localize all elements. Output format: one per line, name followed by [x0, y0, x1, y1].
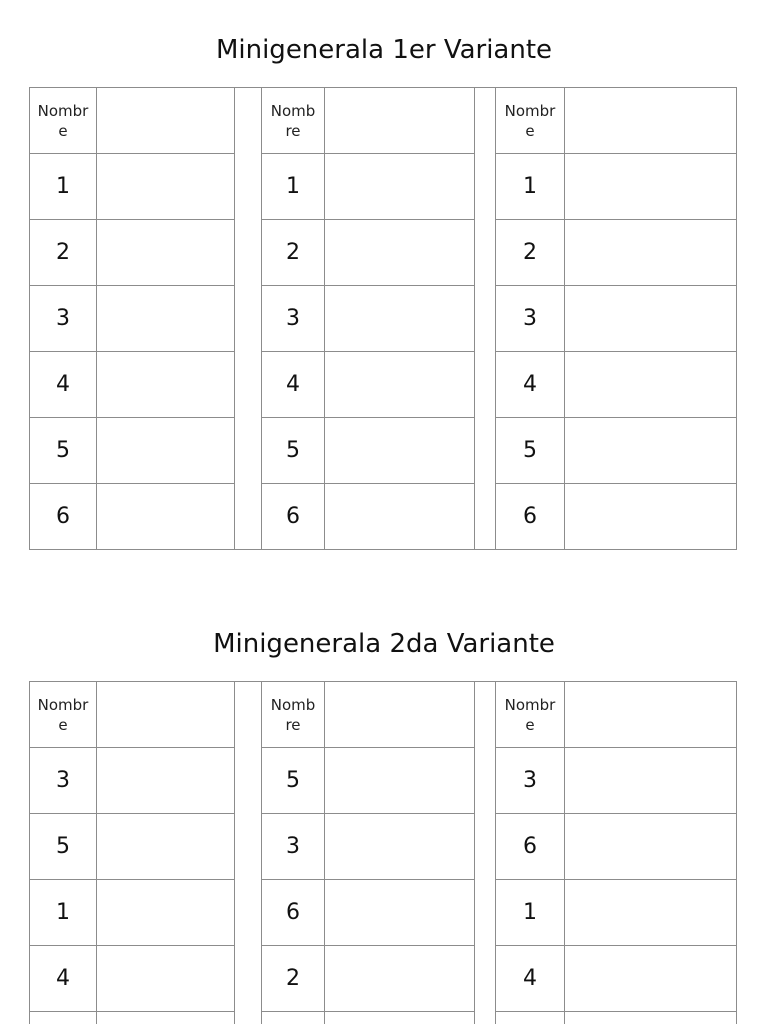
- number-cell: 4: [496, 946, 565, 1012]
- name-header-label: Nombre: [270, 101, 316, 140]
- score-entry-cell: [97, 1012, 235, 1024]
- score-entry-cell: [97, 286, 235, 352]
- score-entry-cell: [97, 352, 235, 418]
- number-cell: 6: [30, 484, 97, 550]
- number-cell: 2: [496, 220, 565, 286]
- number-cell: 1: [30, 154, 97, 220]
- number-cell: 4: [262, 352, 325, 418]
- column-separator: [475, 682, 496, 1024]
- number-cell: 6: [496, 814, 565, 880]
- number-cell: 3: [496, 748, 565, 814]
- score-entry-cell: [97, 814, 235, 880]
- score-entry-cell: [325, 880, 475, 946]
- name-header-cell: [496, 88, 565, 154]
- name-header-label: Nombre: [37, 695, 89, 734]
- score-entry-cell: [97, 154, 235, 220]
- number-cell: 1: [496, 154, 565, 220]
- score-entry-cell: [565, 418, 737, 484]
- number-cell: 3: [262, 814, 325, 880]
- score-entry-cell: [565, 880, 737, 946]
- number-cell: [262, 1012, 325, 1024]
- score-entry-cell: [565, 814, 737, 880]
- number-cell: 2: [262, 220, 325, 286]
- number-cell: 5: [262, 748, 325, 814]
- score-table: [29, 681, 737, 1024]
- score-entry-cell: [97, 484, 235, 550]
- number-cell: 3: [496, 286, 565, 352]
- number-cell: 4: [496, 352, 565, 418]
- score-entry-cell: [325, 286, 475, 352]
- number-cell: 5: [30, 418, 97, 484]
- number-cell: 3: [30, 286, 97, 352]
- score-entry-cell: [565, 352, 737, 418]
- name-header-cell: [30, 88, 97, 154]
- column-separator: [475, 88, 496, 550]
- number-cell: [30, 1012, 97, 1024]
- score-entry-cell: [325, 418, 475, 484]
- name-entry-cell: [97, 682, 235, 748]
- column-separator: [235, 682, 262, 1024]
- score-entry-cell: [97, 418, 235, 484]
- number-cell: 1: [30, 880, 97, 946]
- number-cell: 2: [262, 946, 325, 1012]
- number-cell: 3: [262, 286, 325, 352]
- number-cell: 5: [262, 418, 325, 484]
- score-entry-cell: [325, 946, 475, 1012]
- score-entry-cell: [97, 220, 235, 286]
- number-cell: 3: [30, 748, 97, 814]
- score-entry-cell: [97, 946, 235, 1012]
- score-entry-cell: [565, 154, 737, 220]
- column-separator: [235, 88, 262, 550]
- name-header-label: Nombre: [270, 695, 316, 734]
- score-entry-cell: [325, 748, 475, 814]
- name-entry-cell: [325, 682, 475, 748]
- name-header-label: Nombre: [504, 695, 556, 734]
- score-entry-cell: [97, 880, 235, 946]
- number-cell: 5: [30, 814, 97, 880]
- name-header-cell: [262, 682, 325, 748]
- number-cell: [496, 1012, 565, 1024]
- name-header-cell: [496, 682, 565, 748]
- score-entry-cell: [565, 286, 737, 352]
- name-header-cell: [262, 88, 325, 154]
- section-title: Minigenerala 2da Variante: [213, 629, 555, 659]
- section-title: Minigenerala 1er Variante: [215, 35, 553, 65]
- score-entry-cell: [325, 1012, 475, 1024]
- score-entry-cell: [325, 220, 475, 286]
- name-entry-cell: [565, 682, 737, 748]
- score-entry-cell: [565, 220, 737, 286]
- score-entry-cell: [325, 814, 475, 880]
- score-entry-cell: [97, 748, 235, 814]
- number-cell: 1: [496, 880, 565, 946]
- score-entry-cell: [565, 484, 737, 550]
- number-cell: 2: [30, 220, 97, 286]
- number-cell: 4: [30, 946, 97, 1012]
- score-entry-cell: [325, 154, 475, 220]
- name-entry-cell: [565, 88, 737, 154]
- name-entry-cell: [325, 88, 475, 154]
- number-cell: 1: [262, 154, 325, 220]
- number-cell: 5: [496, 418, 565, 484]
- number-cell: 6: [496, 484, 565, 550]
- score-entry-cell: [325, 352, 475, 418]
- score-entry-cell: [325, 484, 475, 550]
- name-header-cell: [30, 682, 97, 748]
- score-entry-cell: [565, 748, 737, 814]
- number-cell: 4: [30, 352, 97, 418]
- name-header-label: Nombre: [37, 101, 89, 140]
- score-entry-cell: [565, 1012, 737, 1024]
- number-cell: 6: [262, 484, 325, 550]
- number-cell: 6: [262, 880, 325, 946]
- score-table: [29, 87, 737, 550]
- name-entry-cell: [97, 88, 235, 154]
- name-header-label: Nombre: [504, 101, 556, 140]
- score-entry-cell: [565, 946, 737, 1012]
